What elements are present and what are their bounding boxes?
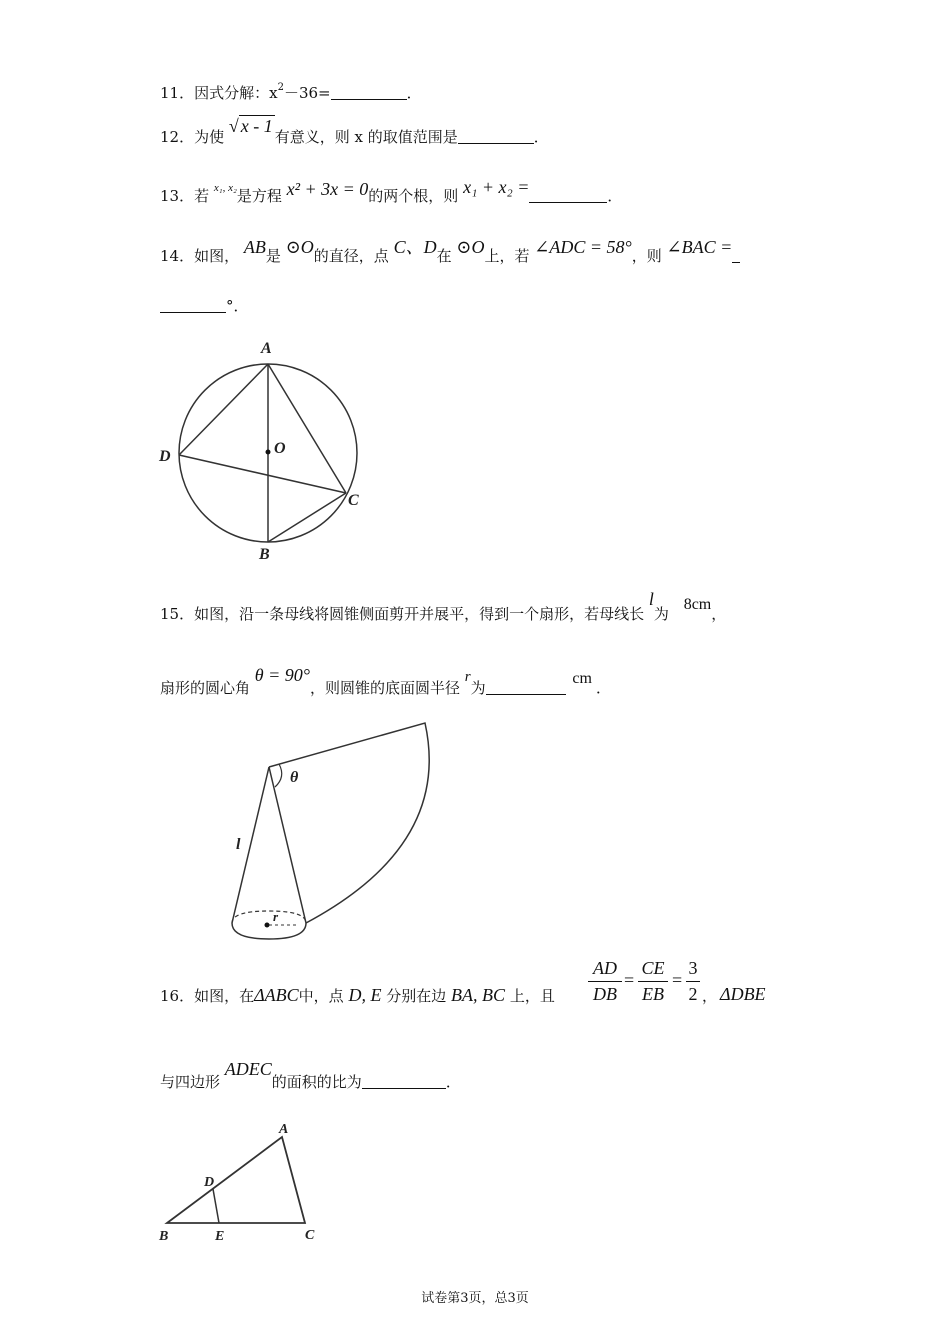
answer-blank[interactable] bbox=[160, 298, 226, 313]
answer-blank[interactable] bbox=[331, 85, 407, 100]
equals-sign: = bbox=[624, 970, 635, 990]
page-footer: 试卷第3页，总3页 bbox=[421, 1291, 529, 1306]
equals-sign: = bbox=[672, 970, 683, 990]
label-c: C bbox=[348, 492, 359, 509]
segment-bc bbox=[268, 493, 346, 542]
question-16: 16．如图，在ΔABC中，点 D, E 分别在边 BA, BC 上，且 bbox=[160, 985, 555, 1005]
label-e: E bbox=[215, 1229, 225, 1244]
label-o: O bbox=[274, 440, 286, 457]
label-d: D bbox=[204, 1175, 215, 1190]
cone-base-back bbox=[232, 911, 306, 923]
label-l: l bbox=[236, 836, 241, 853]
triangle-dbe: ΔDBE bbox=[720, 984, 766, 1004]
base-center bbox=[265, 923, 270, 928]
label-a: A bbox=[279, 1122, 289, 1137]
fraction-ce-eb: CE EB bbox=[638, 958, 668, 1005]
label-theta: θ bbox=[290, 769, 299, 786]
question-15: 15．如图，沿一条母线将圆锥侧面剪开并展平，得到一个扇形，若母线长 l为 8cm， bbox=[160, 589, 727, 623]
segment-ad bbox=[179, 364, 268, 455]
comma: ， bbox=[702, 987, 718, 1005]
answer-blank[interactable] bbox=[458, 129, 534, 144]
label-b: B bbox=[259, 546, 270, 563]
angle-arc bbox=[275, 764, 282, 787]
circle-diagram bbox=[150, 335, 370, 565]
question-11: 11．因式分解：$x^2-36=$ ． bbox=[160, 82, 422, 102]
label-d: D bbox=[159, 448, 171, 465]
answer-blank[interactable] bbox=[486, 680, 566, 695]
segment-ac bbox=[268, 364, 346, 493]
answer-blank[interactable] bbox=[362, 1074, 446, 1089]
triangle-abc bbox=[167, 1137, 305, 1223]
label-c: C bbox=[305, 1228, 315, 1243]
triangle-diagram bbox=[155, 1115, 335, 1245]
answer-blank[interactable] bbox=[529, 188, 607, 203]
question-13: 13．若 $^{x_1, x_2}$是方程 x² + 3x = 0的两个根，则 x₁ + x₂ = ． bbox=[160, 177, 623, 205]
cone-sector-diagram bbox=[220, 715, 450, 945]
fraction-3-2: 3 2 bbox=[686, 958, 700, 1005]
label-r: r bbox=[273, 909, 279, 924]
question-14-cont: °． bbox=[160, 296, 249, 316]
question-14: 14．如图， AB是 ⊙O的直径，点 C、D在 ⊙O上，若 ∠ADC = 58°，则 ∠BAC = bbox=[160, 245, 740, 266]
sector-shape bbox=[269, 723, 429, 923]
question-16-cont: 与四边形 ADEC的面积的比为 ． bbox=[160, 1059, 461, 1091]
fraction-ad-db: AD DB bbox=[588, 958, 622, 1005]
segment-de bbox=[213, 1189, 219, 1223]
answer-blank[interactable] bbox=[732, 248, 740, 263]
sector-edge bbox=[269, 767, 306, 923]
sqrt-expression: √ x - 1 bbox=[228, 116, 273, 136]
question-12: 12．为使 √ x - 1有意义，则 x 的取值范围是 ． bbox=[160, 116, 549, 146]
label-b: B bbox=[159, 1229, 169, 1244]
center-point bbox=[266, 450, 271, 455]
label-a: A bbox=[261, 340, 272, 357]
question-15-cont: 扇形的圆心角 θ = 90°，则圆锥的底面圆半径 r为 cm． bbox=[160, 665, 611, 697]
segment-dc bbox=[179, 455, 346, 493]
